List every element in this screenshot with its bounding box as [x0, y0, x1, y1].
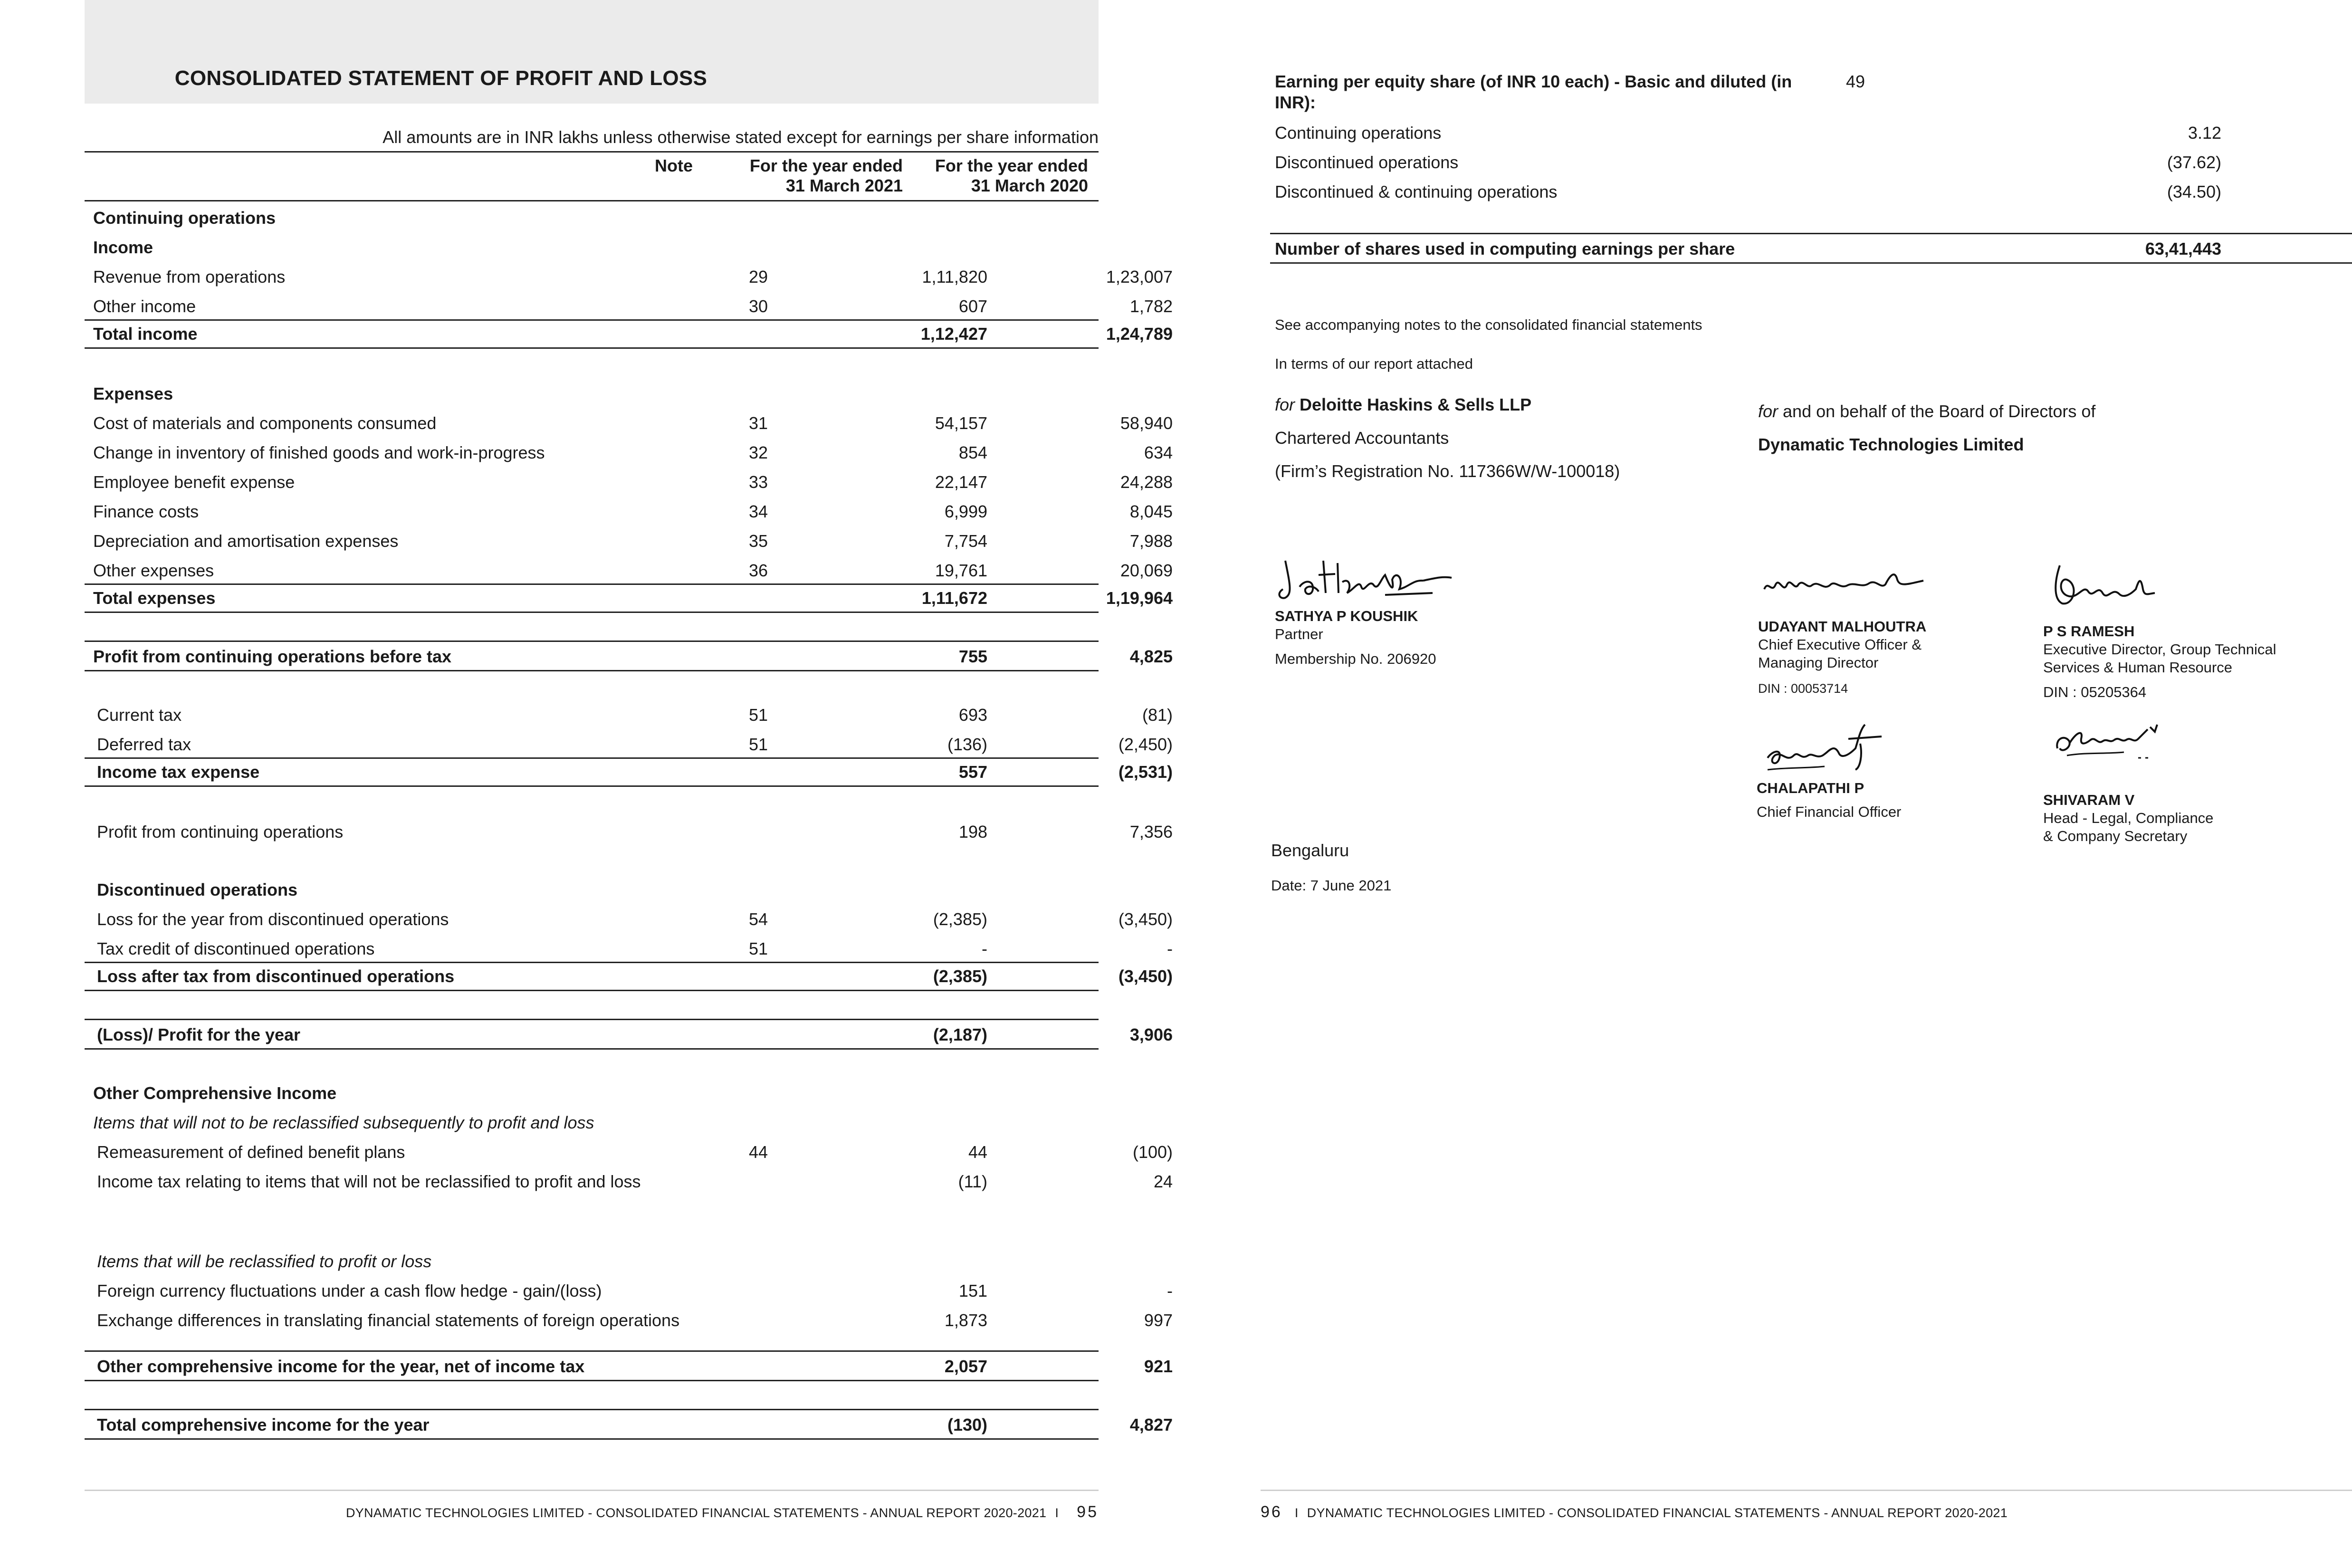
row-label: Loss after tax from discontinued operations — [97, 966, 455, 986]
row-value-2020: 24,288 — [1120, 472, 1173, 492]
row-label: Discontinued operations — [97, 880, 298, 899]
row-value-2020: 634 — [1144, 443, 1173, 462]
col-2020-header-line2: 31 March 2020 — [971, 176, 1088, 195]
row-note: 35 — [749, 531, 768, 551]
row-label: Finance costs — [93, 502, 199, 521]
row-value-2021: 198 — [958, 822, 987, 841]
eps-note: 49 — [1846, 72, 1865, 91]
header-top-rule — [85, 151, 1099, 153]
row-value-2020: 24 — [1153, 1172, 1173, 1191]
table-row — [85, 1409, 1173, 1440]
row-value-2021: - — [982, 939, 987, 958]
row-note: 51 — [749, 735, 768, 754]
chalapathi-name: CHALAPATHI P — [1757, 780, 1864, 796]
row-value-2021: (11) — [958, 1172, 987, 1191]
koushik-signature-icon — [1271, 542, 1471, 608]
row-value-2020: (2,531) — [1118, 762, 1173, 782]
table-row — [85, 698, 1173, 728]
row-value-2020: 58,940 — [1120, 413, 1173, 433]
row-value-2020: (100) — [1132, 1142, 1173, 1162]
shares-bottom-rule — [1270, 262, 2352, 264]
col-2021-header-line1: For the year ended — [749, 156, 903, 175]
table-row — [85, 1352, 1173, 1381]
table-row — [85, 815, 1173, 845]
right-page — [1176, 0, 2352, 1568]
page-number: 96 — [1261, 1503, 1282, 1521]
row-label: Profit from continuing operations before tax — [93, 647, 452, 666]
row-label: Total income — [93, 324, 198, 344]
row-value-2020: - — [1167, 939, 1173, 958]
row-value-2020: (3,450) — [1118, 966, 1173, 986]
shares-value-2021: 63,41,443 — [2145, 239, 2221, 258]
row-value-2021: 1,11,672 — [921, 588, 987, 608]
row-note: 33 — [749, 472, 768, 492]
row-note: 44 — [749, 1142, 768, 1162]
row-value-2020: 1,24,789 — [1106, 324, 1173, 344]
footer-separator: I — [1055, 1506, 1059, 1520]
row-value-2020: 7,356 — [1129, 822, 1173, 841]
row-label: Other income — [93, 296, 196, 316]
row-value-2021: 1,11,820 — [922, 267, 987, 287]
table-row — [85, 583, 1173, 613]
eps-row-value-2021: (37.62) — [2167, 153, 2221, 172]
row-label: Expenses — [93, 384, 173, 403]
row-note: 51 — [749, 939, 768, 958]
row-label: Exchange differences in translating financial statements of foreign operations — [97, 1310, 680, 1330]
table-row — [85, 377, 1099, 407]
col-2021-header — [713, 156, 903, 196]
row-label: Profit from continuing operations — [97, 822, 344, 841]
footer-text: DYNAMATIC TECHNOLOGIES LIMITED - CONSOLIDATED FINANCIAL STATEMENTS - ANNUAL REPORT 2020-2021 — [1307, 1506, 2008, 1520]
date: Date: 7 June 2021 — [1271, 877, 1392, 894]
ramesh-signature-icon — [2041, 556, 2164, 613]
row-value-2020: 1,782 — [1129, 296, 1173, 316]
table-row — [85, 201, 1099, 231]
row-value-2021: 693 — [958, 705, 987, 725]
row-label: Other expenses — [93, 561, 214, 580]
auditor-type: Chartered Accountants — [1275, 428, 1449, 448]
col-2020-header — [903, 156, 1088, 196]
shares-label: Number of shares used in computing earnings per share — [1275, 239, 1735, 258]
row-value-2020: 1,23,007 — [1106, 267, 1173, 287]
row-value-2021: 19,761 — [935, 561, 987, 580]
row-value-2020: 7,988 — [1129, 531, 1173, 551]
board-for: for — [1758, 402, 1778, 421]
row-value-2021: (2,187) — [933, 1025, 987, 1044]
shares-value-2020 — [2221, 239, 2352, 259]
table-row — [85, 873, 1099, 903]
row-value-2021: (130) — [947, 1415, 987, 1434]
row-label: Cost of materials and components consumed — [93, 413, 437, 433]
row-value-2021: 755 — [958, 647, 987, 666]
row-value-2020: 921 — [1144, 1357, 1173, 1376]
ramesh-name: P S RAMESH — [2043, 623, 2135, 640]
table-row — [85, 962, 1173, 991]
row-value-2021: 151 — [958, 1281, 987, 1300]
row-value-2021: (2,385) — [933, 966, 987, 986]
table-row — [85, 1304, 1173, 1352]
malhoutra-name: UDAYANT MALHOUTRA — [1758, 618, 1927, 635]
table-row — [85, 1136, 1173, 1165]
eps-row-value-2020 — [2221, 152, 2352, 173]
page-number: 95 — [1077, 1503, 1099, 1521]
row-label: Other Comprehensive Income — [93, 1083, 337, 1103]
row-label: Foreign currency fluctuations under a cash flow hedge - gain/(loss) — [97, 1281, 602, 1300]
table-row — [85, 231, 1099, 260]
auditor-firm: Deloitte Haskins & Sells LLP — [1300, 395, 1532, 414]
row-value-2021: 22,147 — [935, 472, 987, 492]
row-note: 30 — [749, 296, 768, 316]
table-row — [85, 1106, 1099, 1136]
malhoutra-signature-icon — [1759, 551, 1940, 603]
row-value-2021: 7,754 — [944, 531, 987, 551]
malhoutra-role-line2: Managing Director — [1758, 654, 1879, 671]
koushik-role: Partner — [1275, 626, 1323, 642]
accompanying-notes: See accompanying notes to the consolidated financial statements — [1275, 316, 1702, 333]
eps-row-value-2020 — [2221, 123, 2352, 143]
table-row — [85, 932, 1173, 963]
auditor-for: for — [1275, 395, 1295, 414]
row-value-2020: - — [1167, 1281, 1173, 1300]
row-label: Revenue from operations — [93, 267, 286, 287]
page-footer — [1261, 1503, 2352, 1521]
row-label: Total comprehensive income for the year — [97, 1415, 430, 1434]
row-value-2021: 54,157 — [935, 413, 987, 433]
table-row — [85, 1274, 1173, 1304]
table-row — [85, 436, 1173, 466]
row-value-2021: 1,12,427 — [920, 324, 987, 344]
row-note: 51 — [749, 705, 768, 725]
row-label: Income — [93, 238, 153, 257]
footer-text: DYNAMATIC TECHNOLOGIES LIMITED - CONSOLIDATED FINANCIAL STATEMENTS - ANNUAL REPORT 2020-2021 — [345, 1506, 1047, 1520]
row-value-2021: 557 — [958, 762, 987, 782]
eps-row-value-2021: 3.12 — [2188, 123, 2221, 143]
row-label: Deferred tax — [97, 735, 191, 754]
table-row — [85, 641, 1173, 671]
amounts-subtitle: All amounts are in INR lakhs unless otherwise stated except for earnings per share information — [382, 127, 1099, 147]
row-label: Change in inventory of finished goods and work-in-progress — [93, 443, 545, 462]
shivaram-signature-icon — [2043, 710, 2167, 767]
footer-rule — [85, 1490, 1099, 1491]
row-value-2021: 6,999 — [944, 502, 987, 521]
footer-rule — [1261, 1490, 2352, 1491]
malhoutra-din: DIN : 00053714 — [1758, 681, 1848, 696]
row-note: 29 — [749, 267, 768, 287]
shares-top-rule — [1270, 233, 2352, 234]
table-row — [85, 1165, 1173, 1213]
board-text: and on behalf of the Board of Directors of — [1783, 402, 2096, 421]
row-label: Tax credit of discontinued operations — [97, 939, 375, 958]
table-row — [85, 466, 1173, 495]
chalapathi-signature-icon — [1758, 715, 1910, 782]
table-row — [85, 1019, 1173, 1050]
eps-row-label: Discontinued operations — [1275, 153, 1459, 172]
table-row — [85, 1245, 1099, 1274]
table-row — [85, 903, 1173, 932]
auditor-firm-line — [1275, 394, 1531, 415]
board-line — [1758, 401, 2095, 422]
eps-label: Earning per equity share (of INR 10 each) - Basic and diluted (in INR): — [1275, 72, 1792, 112]
table-row — [85, 290, 1173, 321]
malhoutra-role-line1: Chief Executive Officer & — [1758, 636, 1922, 653]
row-label: Continuing operations — [93, 208, 276, 228]
table-row — [85, 554, 1173, 585]
eps-row-label: Discontinued & continuing operations — [1275, 182, 1558, 201]
row-value-2021: 2,057 — [944, 1357, 987, 1376]
row-label: Employee benefit expense — [93, 472, 295, 492]
row-label: Income tax expense — [97, 762, 260, 782]
row-value-2020: 4,825 — [1129, 647, 1173, 666]
row-value-2021: (2,385) — [933, 909, 987, 929]
row-label: Total expenses — [93, 588, 216, 608]
koushik-name: SATHYA P KOUSHIK — [1275, 608, 1418, 624]
row-value-2020: (2,450) — [1118, 735, 1173, 754]
table-row — [85, 757, 1173, 787]
row-value-2021: (136) — [947, 735, 987, 754]
row-note: 54 — [749, 909, 768, 929]
shivaram-name: SHIVARAM V — [2043, 792, 2135, 808]
row-value-2020: 997 — [1144, 1310, 1173, 1330]
chalapathi-role: Chief Financial Officer — [1757, 803, 1902, 820]
row-note: 31 — [749, 413, 768, 433]
table-row — [85, 495, 1173, 525]
table-row — [85, 407, 1173, 436]
col-2021-header-line2: 31 March 2021 — [785, 176, 903, 195]
row-label: Depreciation and amortisation expenses — [93, 531, 399, 551]
shivaram-role-line1: Head - Legal, Compliance — [2043, 810, 2214, 826]
shivaram-role-line2: & Company Secretary — [2043, 828, 2188, 844]
row-label: Current tax — [97, 705, 182, 725]
report-reference: In terms of our report attached — [1275, 355, 1473, 372]
row-value-2020: (3,450) — [1118, 909, 1173, 929]
ramesh-role-line2: Services & Human Resource — [2043, 659, 2232, 676]
eps-row-value-2020 — [2221, 182, 2352, 202]
row-value-2020: 4,827 — [1129, 1415, 1173, 1434]
auditor-registration: (Firm’s Registration No. 117366W/W-100018) — [1275, 461, 1620, 481]
row-value-2020: 1,19,964 — [1106, 588, 1173, 608]
table-row — [85, 319, 1173, 349]
table-row — [85, 525, 1173, 554]
ramesh-din: DIN : 05205364 — [2043, 684, 2147, 700]
note-header: Note — [655, 156, 693, 175]
row-note: 34 — [749, 502, 768, 521]
ramesh-role-line1: Executive Director, Group Technical — [2043, 641, 2276, 658]
table-row — [85, 728, 1173, 759]
row-note: 36 — [749, 561, 768, 580]
row-value-2021: 854 — [958, 443, 987, 462]
page-title: CONSOLIDATED STATEMENT OF PROFIT AND LOSS — [174, 67, 708, 90]
table-row — [85, 1077, 1099, 1106]
eps-row-label: Continuing operations — [1275, 123, 1442, 143]
row-value-2020: 3,906 — [1129, 1025, 1173, 1044]
table-row — [85, 260, 1173, 290]
row-value-2021: 44 — [968, 1142, 987, 1162]
row-value-2020: 8,045 — [1129, 502, 1173, 521]
board-company: Dynamatic Technologies Limited — [1758, 435, 2024, 454]
row-value-2020: (81) — [1142, 705, 1173, 725]
row-label: Income tax relating to items that will not be reclassified to profit and loss — [97, 1172, 641, 1191]
row-value-2021: 1,873 — [944, 1310, 987, 1330]
footer-separator: I — [1294, 1506, 1299, 1520]
col-2020-header-line1: For the year ended — [935, 156, 1088, 175]
row-value-2021: 607 — [958, 296, 987, 316]
koushik-membership: Membership No. 206920 — [1275, 650, 1436, 667]
row-label: Items that will not to be reclassified subsequently to profit and loss — [93, 1113, 594, 1132]
row-label: Items that will be reclassified to profit or loss — [97, 1252, 432, 1271]
row-value-2020: 20,069 — [1120, 561, 1173, 580]
row-label: Remeasurement of defined benefit plans — [97, 1142, 405, 1162]
row-label: (Loss)/ Profit for the year — [97, 1025, 301, 1044]
row-label: Loss for the year from discontinued operations — [97, 909, 449, 929]
row-label: Other comprehensive income for the year, net of income tax — [97, 1357, 585, 1376]
page-footer — [85, 1503, 1099, 1521]
eps-row-value-2021: (34.50) — [2167, 182, 2221, 201]
row-note: 32 — [749, 443, 768, 462]
place: Bengaluru — [1271, 841, 1349, 860]
